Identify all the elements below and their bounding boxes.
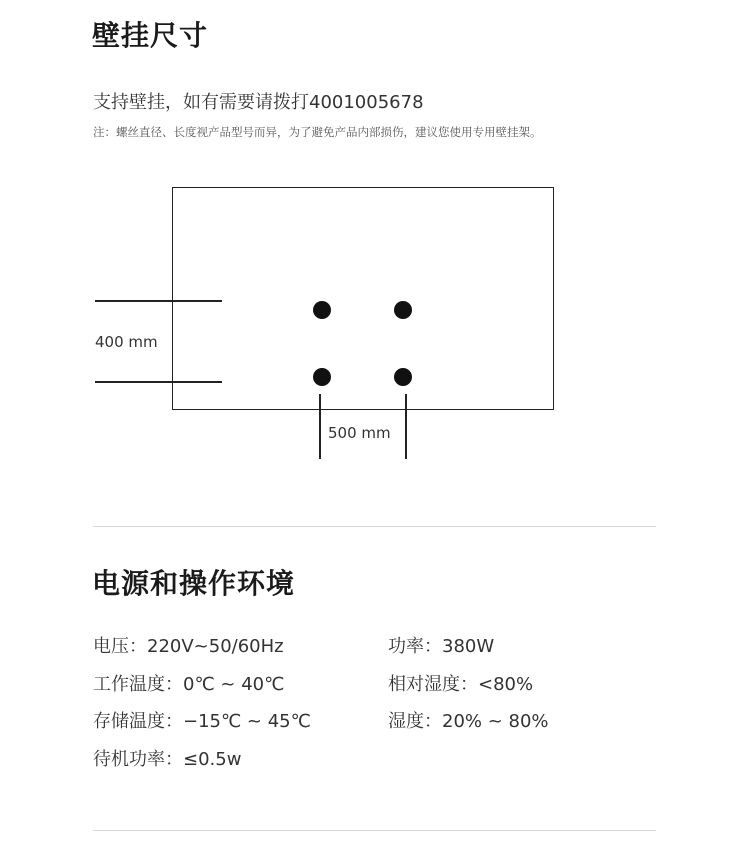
width-dimension-line-right bbox=[405, 394, 407, 459]
height-dimension-label: 400 mm bbox=[95, 333, 158, 351]
wall-mount-note: 注：螺丝直径、长度视产品型号而异，为了避免产品内部损伤，建议您使用专用壁挂架。 bbox=[93, 125, 542, 139]
mount-hole-bottom-left bbox=[313, 368, 331, 386]
mount-hole-top-left bbox=[313, 301, 331, 319]
mount-hole-top-right bbox=[394, 301, 412, 319]
wall-mount-title: 壁挂尺寸 bbox=[92, 19, 209, 52]
section-divider-bottom bbox=[93, 830, 656, 831]
height-dimension-line-top bbox=[95, 300, 222, 302]
spec-humidity: 湿度：20% ~ 80% bbox=[388, 711, 549, 732]
width-dimension-label: 500 mm bbox=[328, 424, 391, 442]
environment-title: 电源和操作环境 bbox=[92, 567, 296, 600]
spec-storage-temp: 存储温度：−15℃ ~ 45℃ bbox=[93, 711, 311, 732]
spec-operating-temp: 工作温度：0℃ ~ 40℃ bbox=[93, 674, 285, 695]
mount-hole-bottom-right bbox=[394, 368, 412, 386]
section-divider bbox=[93, 526, 656, 527]
spec-voltage: 电压：220V~50/60Hz bbox=[93, 636, 284, 657]
spec-power: 功率：380W bbox=[388, 636, 495, 657]
width-dimension-line-left bbox=[319, 394, 321, 459]
spec-relative-humidity: 相对湿度：<80% bbox=[388, 674, 534, 695]
height-dimension-line-bottom bbox=[95, 381, 222, 383]
wall-mount-support-text: 支持壁挂，如有需要请拨打4001005678 bbox=[93, 92, 424, 113]
spec-standby-power: 待机功率：≤0.5w bbox=[93, 749, 242, 770]
tv-outline bbox=[172, 187, 554, 410]
